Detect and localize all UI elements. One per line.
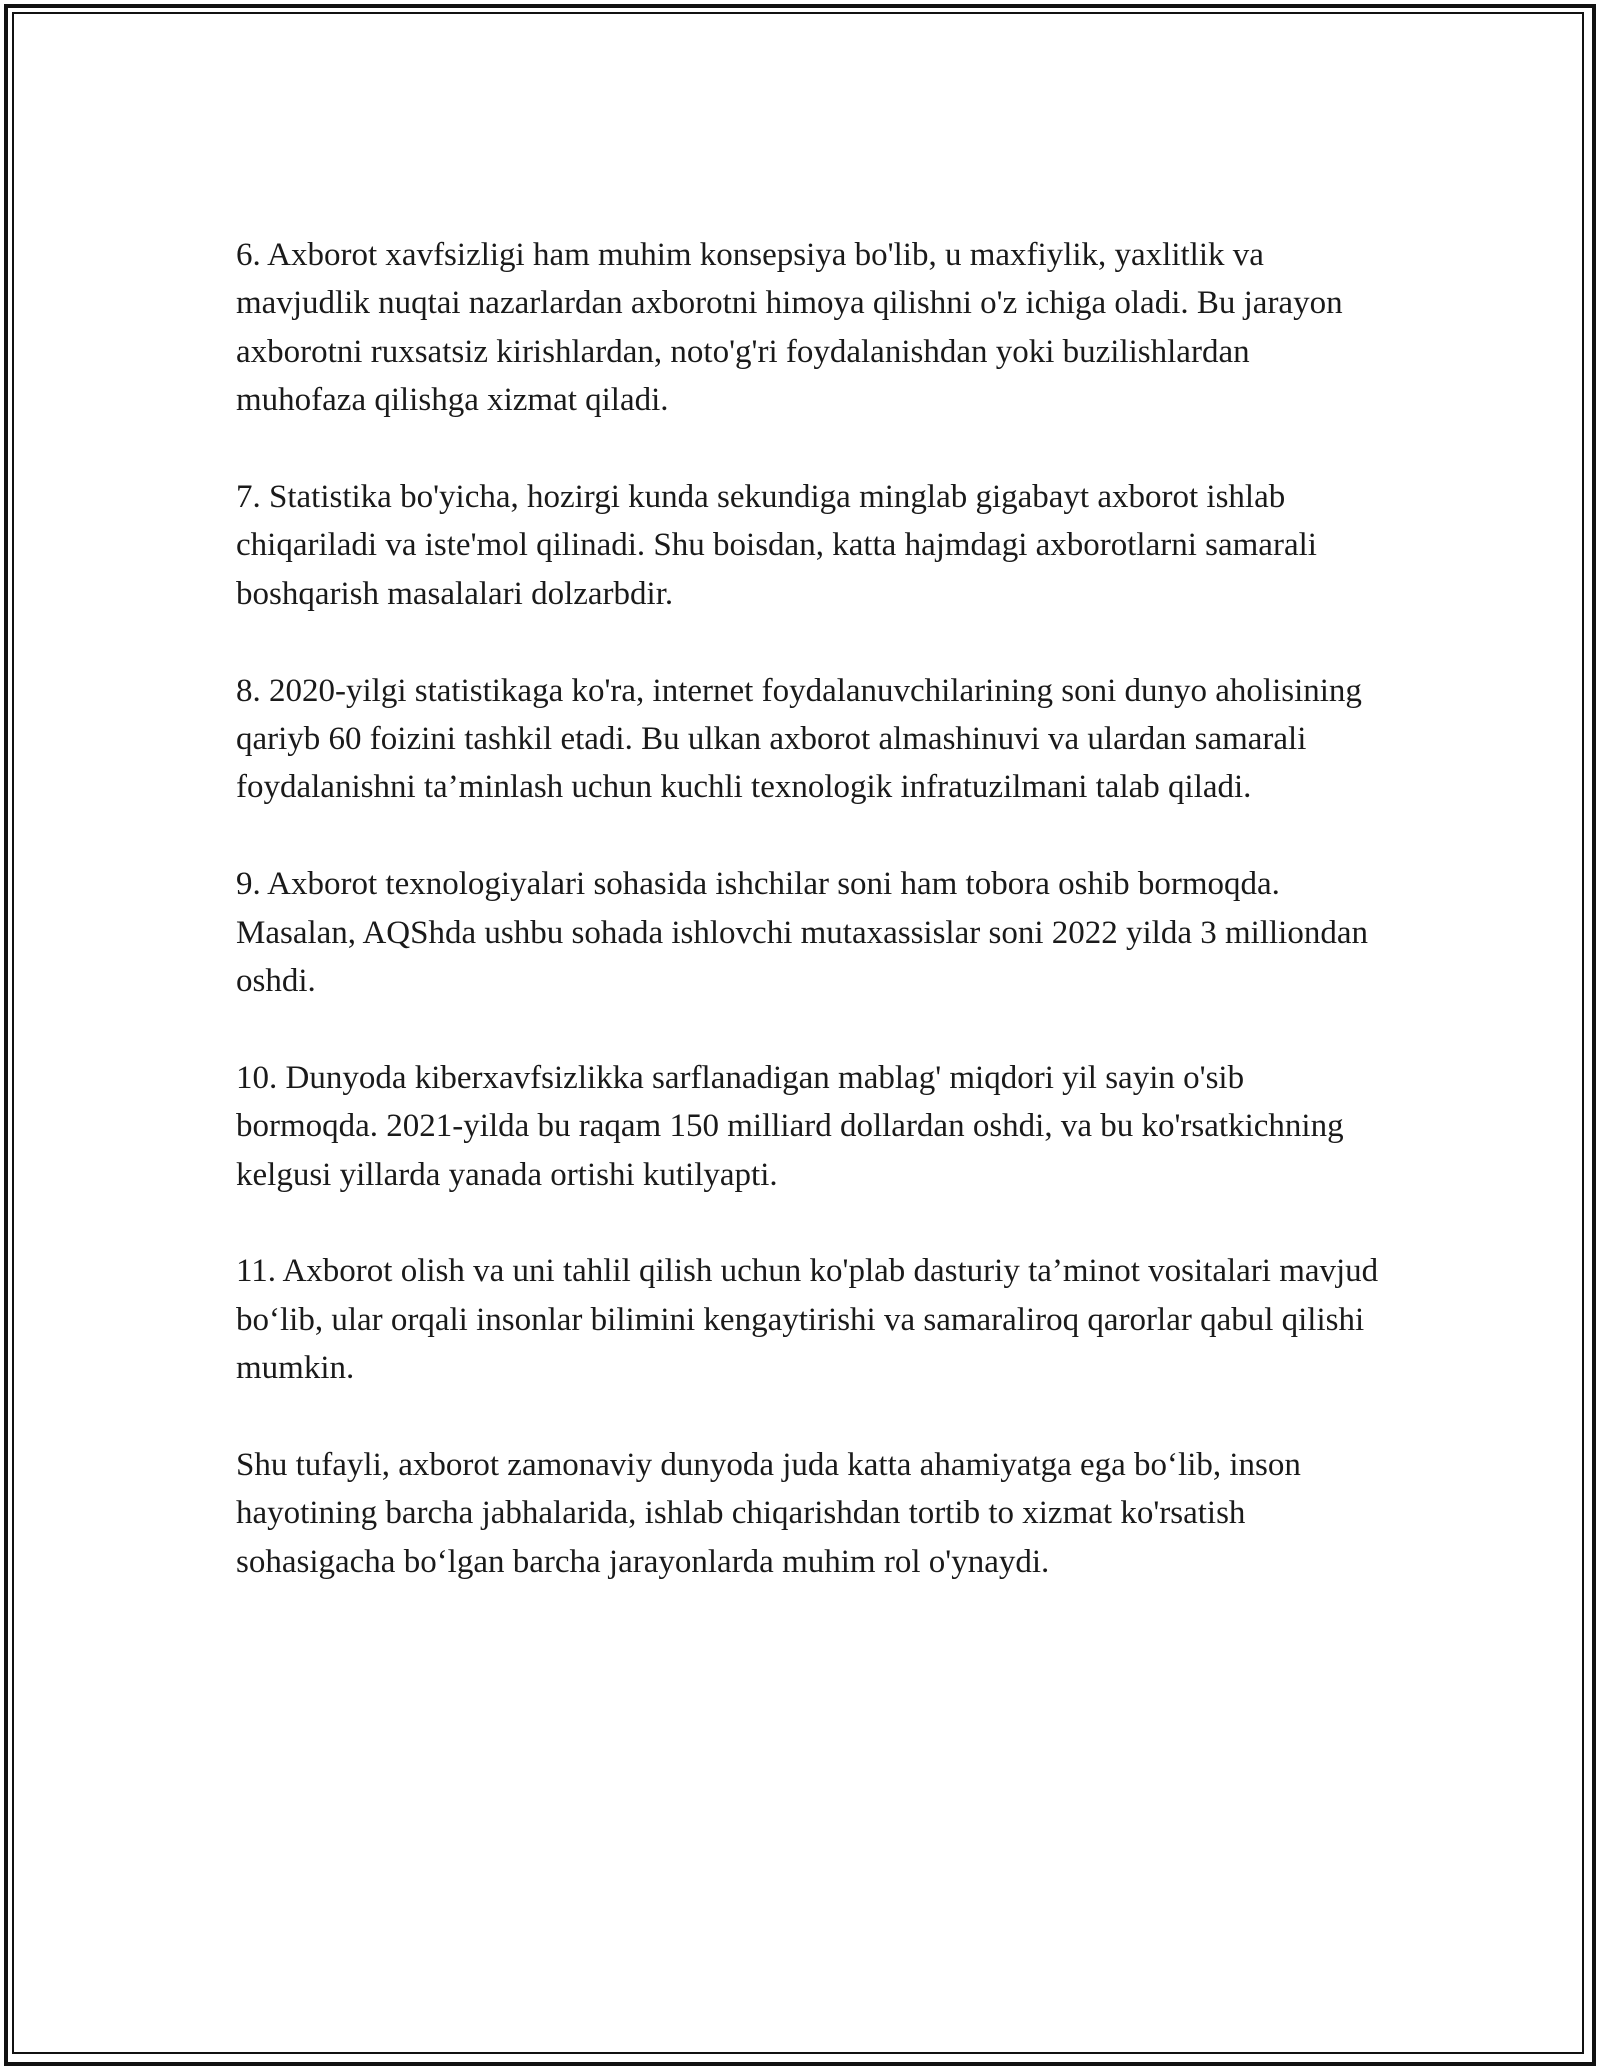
document-body xyxy=(236,231,1386,1586)
paragraph-10: 10. Dunyoda kiberxavfsizlikka sarflanadigan mablag' miqdori yil sayin o'sib bormoqda. 2021-yilda bu raqam 150 milliard dollardan oshdi, va bu ko'rsatkichning kelgusi yillarda yanada ortishi kutilyapti. xyxy=(236,1059,1344,1193)
conclusion-paragraph: Shu tufayli, axborot zamonaviy dunyoda juda katta ahamiyatga ega bo‘lib, inson hayotining barcha jabhalarida, ishlab chiqarishdan tortib to xizmat ko'rsatish sohasigacha bo‘lgan barcha jarayonlarda muhim rol o'ynaydi. xyxy=(236,1447,1301,1580)
paragraph-11: 11. Axborot olish va uni tahlil qilish uchun ko'plab dasturiy ta’minot vositalari mavjud bo‘lib, ular orqali insonlar bilimini kengaytirishi va samaraliroq qarorlar qabul qilishi mumkin. xyxy=(236,1253,1379,1387)
paragraph-6: 6. Axborot xavfsizligi ham muhim konsepsiya bo'lib, u maxfiylik, yaxlitlik va mavjudlik nuqtai nazarlardan axborotni himoya qilishni o'z ichiga oladi. Bu jarayon axborotni ruxsatsiz kirishlardan, noto'g'ri foydalanishdan yoki buzilishlardan muhofaza qilishga xizmat qiladi. xyxy=(236,237,1343,419)
paragraph-9: 9. Axborot texnologiyalari sohasida ishchilar soni ham tobora oshib bormoqda. Masalan, AQShda ushbu sohada ishlovchi mutaxassislar soni 2022 yilda 3 milliondan oshdi. xyxy=(236,866,1368,1000)
paragraph-8: 8. 2020-yilgi statistikaga ko'ra, internet foydalanuvchilarining soni dunyo aholisining qariyb 60 foizini tashkil etadi. Bu ulkan axborot almashinuvi va ulardan samarali foydalanishni ta’minlash uchun kuchli texnologik infratuzilmani talab qiladi. xyxy=(236,672,1362,806)
paragraph-7: 7. Statistika bo'yicha, hozirgi kunda sekundiga minglab gigabayt axborot ishlab chiqariladi va iste'mol qilinadi. Shu boisdan, katta hajmdagi axborotlarni samarali boshqarish masalalari dolzarbdir. xyxy=(236,479,1317,612)
